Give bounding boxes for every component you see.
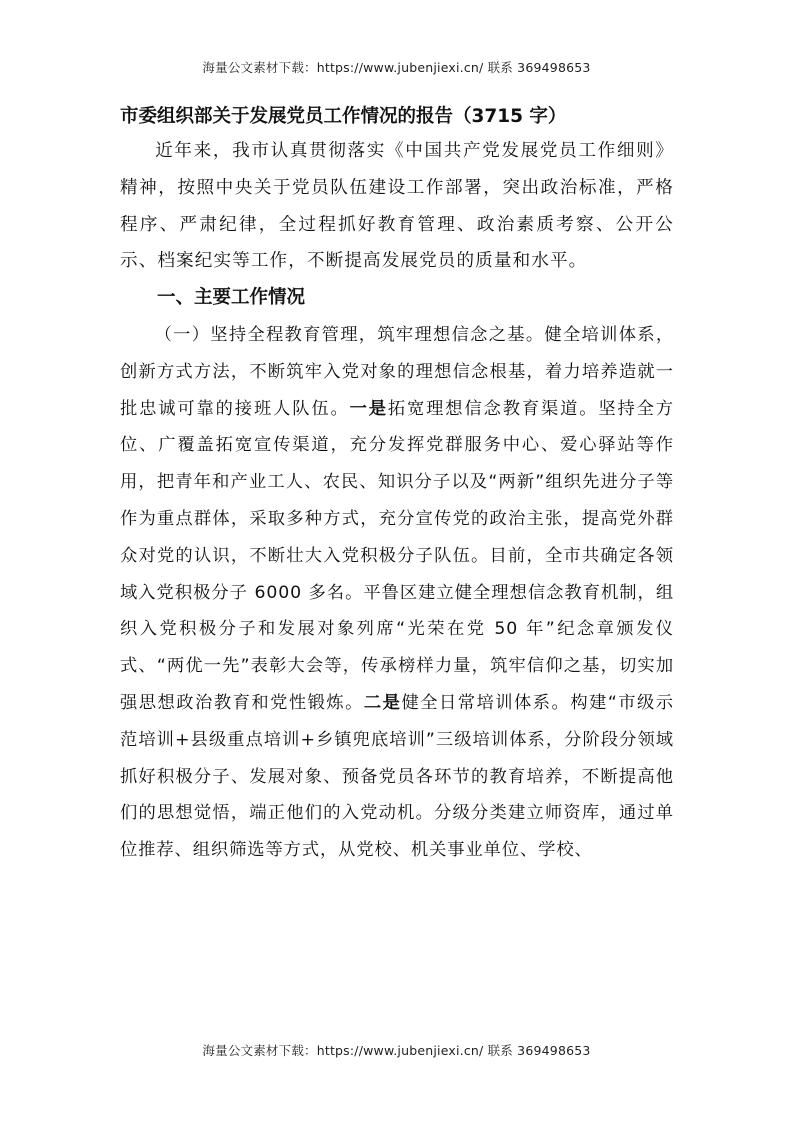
intro-paragraph: 近年来，我市认真贯彻落实《中国共产党发展党员工作细则》精神，按照中央关于党员队伍建设工作部署，突出政治标准，严格程序、严肃纪律，全过程抓好教育管理、政治素质考察、公开公示、档案纪实等工作，不断提高发展党员的质量和水平。 bbox=[120, 141, 674, 272]
document-body bbox=[120, 100, 674, 869]
document-title: 市委组织部关于发展党员工作情况的报告（3715 字） bbox=[120, 106, 567, 127]
page-header: 海量公文素材下载：https://www.jubenjiexi.cn/ 联系 369498653 bbox=[202, 60, 591, 75]
section-paragraph bbox=[120, 317, 674, 869]
point-one-label: 一是 bbox=[349, 398, 388, 419]
page-footer: 海量公文素材下载：https://www.jubenjiexi.cn/ 联系 369498653 bbox=[202, 1043, 591, 1058]
section-heading: 一、主要工作情况 bbox=[157, 287, 306, 309]
paragraph-lead: （一）坚持全程教育管理，筑牢理想信念之基。健全培训体系，创新方式方法，不断筑牢入党对象的理想信念根基，着力培养造就一批忠诚可靠的接班人队伍。 bbox=[120, 324, 674, 419]
point-one-text: 拓宽理想信念教育渠道。坚持全方位、广覆盖拓宽宣传渠道，充分发挥党群服务中心、爱心驿站等作用，把青年和产业工人、农民、知识分子以及“两新”组织先进分子等作为重点群体，采取多种方式，充分宣传党的政治主张，提高党外群众对党的认识，不断壮大入党积极分子队伍。目前，全市共确定各领域入党积极分子 6000 多名。平鲁区建立健全理想信念教育机制，组织入党积极分子和发展对象列席“光荣在党 50 年”纪念章颁发仪式、“两优一先”表彰大会等，传承榜样力量，筑牢信仰之基，切实加强思想政治教育和党性锻炼。 bbox=[120, 398, 674, 713]
point-two-text: 健全日常培训体系。构建“市级示范培训+县级重点培训+乡镇兜底培训”三级培训体系，分阶段分领域抓好积极分子、发展对象、预备党员各环节的教育培养，不断提高他们的思想觉悟，端正他们的入党动机。分级分类建立师资库，通过单位推荐、组织筛选等方式，从党校、机关事业单位、学校、 bbox=[120, 692, 674, 861]
point-two-label: 二是 bbox=[363, 692, 402, 713]
